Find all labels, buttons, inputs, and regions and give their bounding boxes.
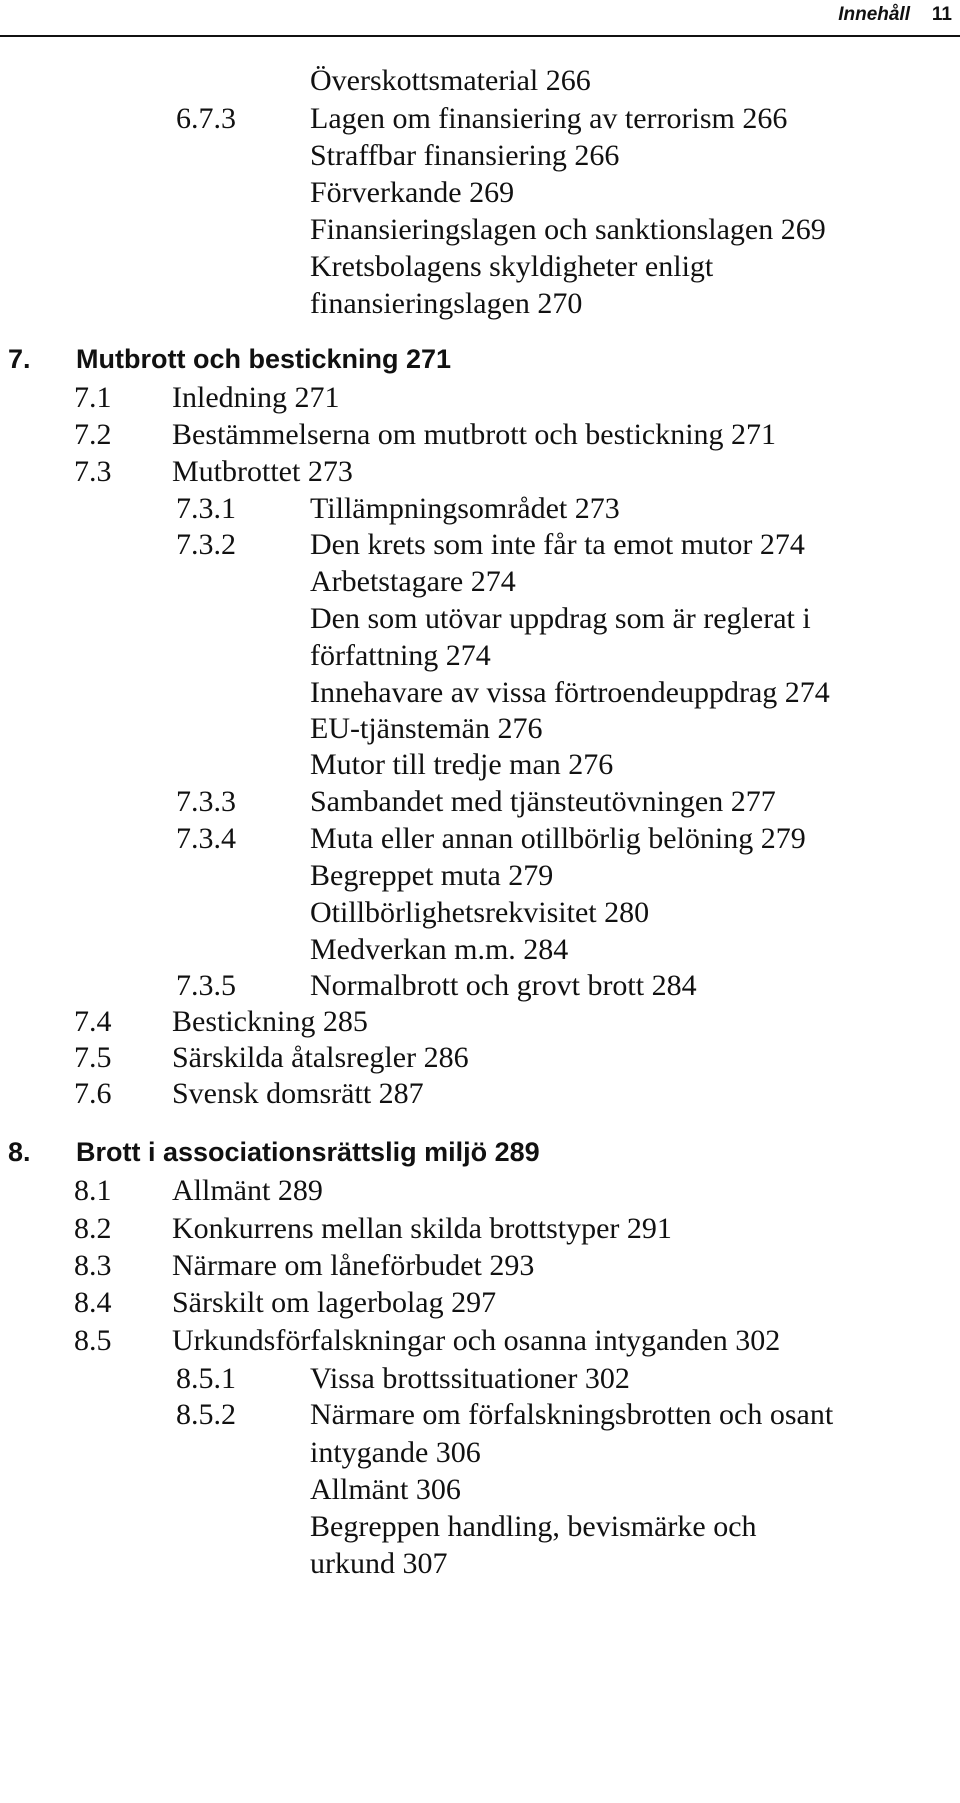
toc-entry	[0, 98, 960, 140]
toc-entry	[0, 1543, 960, 1585]
toc-entry-title: Den som utövar uppdrag som är reglerat i	[310, 602, 811, 635]
toc-entry	[0, 1073, 960, 1115]
toc-entry-title: Urkundsförfalskningar och osanna intyganden 302	[172, 1324, 781, 1357]
toc-entry-title: Närmare om låneförbudet 293	[172, 1249, 535, 1282]
toc-entry-title: Vissa brottssituationer 302	[310, 1362, 630, 1395]
toc-entry	[0, 818, 960, 860]
toc-entry	[0, 1170, 960, 1212]
toc-entry-title: Innehavare av vissa förtroendeuppdrag 274	[310, 676, 830, 709]
toc-entry	[0, 598, 960, 640]
toc-entry-number: 8.1	[74, 1174, 112, 1207]
toc-entry	[0, 1469, 960, 1511]
toc-entry-title: Begreppet muta 279	[310, 859, 554, 892]
toc-entry-title: Kretsbolagens skyldigheter enligt	[310, 250, 714, 283]
toc-entry-number: 7.3.3	[176, 785, 236, 818]
toc-entry-title: Arbetstagare 274	[310, 565, 516, 598]
toc-entry-number: 7.4	[74, 1005, 112, 1038]
toc-entry	[0, 1432, 960, 1474]
toc-entry	[0, 1394, 960, 1436]
toc-entry-number: 7.5	[74, 1041, 112, 1074]
toc-entry	[0, 744, 960, 786]
toc-entry-title: Den krets som inte får ta emot mutor 274	[310, 528, 805, 561]
toc-entry	[0, 377, 960, 419]
toc-entry-number: 6.7.3	[176, 102, 236, 135]
toc-chapter-entry	[0, 338, 960, 380]
toc-entry	[0, 414, 960, 456]
toc-entry	[0, 635, 960, 677]
toc-entry-number: 8.5.1	[176, 1362, 236, 1395]
toc-entry-title: Lagen om finansiering av terrorism 266	[310, 102, 788, 135]
toc-entry-title: Normalbrott och grovt brott 284	[310, 969, 697, 1002]
toc-entry-title: Allmänt 289	[172, 1174, 323, 1207]
page-number: 11	[931, 4, 952, 25]
toc-entry-number: 7.2	[74, 418, 112, 451]
toc-entry-title: Muta eller annan otillbörlig belöning 279	[310, 822, 806, 855]
toc-entry-title: Straffbar finansiering 266	[310, 139, 620, 172]
toc-entry-title: urkund 307	[310, 1547, 448, 1580]
toc-entry-number: 8.2	[74, 1212, 112, 1245]
toc-entry-number: 7.	[8, 344, 31, 374]
toc-entry	[0, 1506, 960, 1548]
toc-entry-title: Förverkande 269	[310, 176, 515, 209]
toc-entry	[0, 1320, 960, 1362]
toc-entry-title: Särskilt om lagerbolag 297	[172, 1286, 497, 1319]
toc-entry	[0, 524, 960, 566]
toc-entry-number: 8.3	[74, 1249, 112, 1282]
toc-entry-title: Finansieringslagen och sanktionslagen 269	[310, 213, 826, 246]
toc-entry-title: Tillämpningsområdet 273	[310, 492, 620, 525]
toc-entry	[0, 246, 960, 288]
header-rule	[0, 35, 960, 37]
toc-entry-title: Medverkan m.m. 284	[310, 933, 569, 966]
toc-entry-title: intygande 306	[310, 1436, 481, 1469]
toc-entry	[0, 561, 960, 603]
toc-entry-number: 7.3	[74, 455, 112, 488]
toc-entry-title: Mutor till tredje man 276	[310, 748, 614, 781]
toc-entry-number: 8.5	[74, 1324, 112, 1357]
toc-entry	[0, 1245, 960, 1287]
toc-entry	[0, 1282, 960, 1324]
running-header-title: Innehåll	[838, 4, 910, 25]
toc-entry-title: Svensk domsrätt 287	[172, 1077, 424, 1110]
toc-entry-title: Bestämmelserna om mutbrott och bestickning 271	[172, 418, 777, 451]
page-header	[0, 0, 960, 40]
toc-entry-title: Mutbrott och bestickning 271	[76, 344, 452, 374]
toc-entry-title: Konkurrens mellan skilda brottstyper 291	[172, 1212, 672, 1245]
toc-entry	[0, 135, 960, 177]
toc-entry-number: 7.3.1	[176, 492, 236, 525]
toc-entry-title: Sambandet med tjänsteutövningen 277	[310, 785, 776, 818]
toc-entry-number: 8.	[8, 1137, 31, 1167]
toc-entry-title: Särskilda åtalsregler 286	[172, 1041, 469, 1074]
toc-entry	[0, 283, 960, 325]
toc-entry-number: 7.3.2	[176, 528, 236, 561]
toc-entry-title: Inledning 271	[172, 381, 340, 414]
toc-entry	[0, 855, 960, 897]
toc-entry-number: 8.5.2	[176, 1398, 236, 1431]
toc-entry-number: 7.1	[74, 381, 112, 414]
toc-entry	[0, 451, 960, 493]
toc-entry	[0, 1208, 960, 1250]
toc-chapter-entry	[0, 1131, 960, 1173]
toc-entry	[0, 60, 960, 102]
toc-entry-title: finansieringslagen 270	[310, 287, 583, 320]
toc-entry-title: Otillbörlighetsrekvisitet 280	[310, 896, 650, 929]
toc-entry-title: Brott i associationsrättslig miljö 289	[76, 1137, 540, 1167]
toc-entry	[0, 209, 960, 251]
toc-entry-title: Allmänt 306	[310, 1473, 461, 1506]
toc-entry-number: 7.3.5	[176, 969, 236, 1002]
toc-entry-title: Överskottsmaterial 266	[310, 64, 591, 97]
toc-entry-title: Begreppen handling, bevismärke och	[310, 1510, 757, 1543]
toc-entry	[0, 781, 960, 823]
toc-entry-title: EU-tjänstemän 276	[310, 712, 543, 745]
toc-entry-number: 7.3.4	[176, 822, 236, 855]
toc-entry-title: Bestickning 285	[172, 1005, 368, 1038]
toc-entry	[0, 892, 960, 934]
toc-entry	[0, 172, 960, 214]
toc-entry-title: författning 274	[310, 639, 491, 672]
toc-entry-number: 8.4	[74, 1286, 112, 1319]
toc-entry-title: Mutbrottet 273	[172, 455, 353, 488]
toc-entry-number: 7.6	[74, 1077, 112, 1110]
toc-entry-title: Närmare om förfalskningsbrotten och osant	[310, 1398, 834, 1431]
